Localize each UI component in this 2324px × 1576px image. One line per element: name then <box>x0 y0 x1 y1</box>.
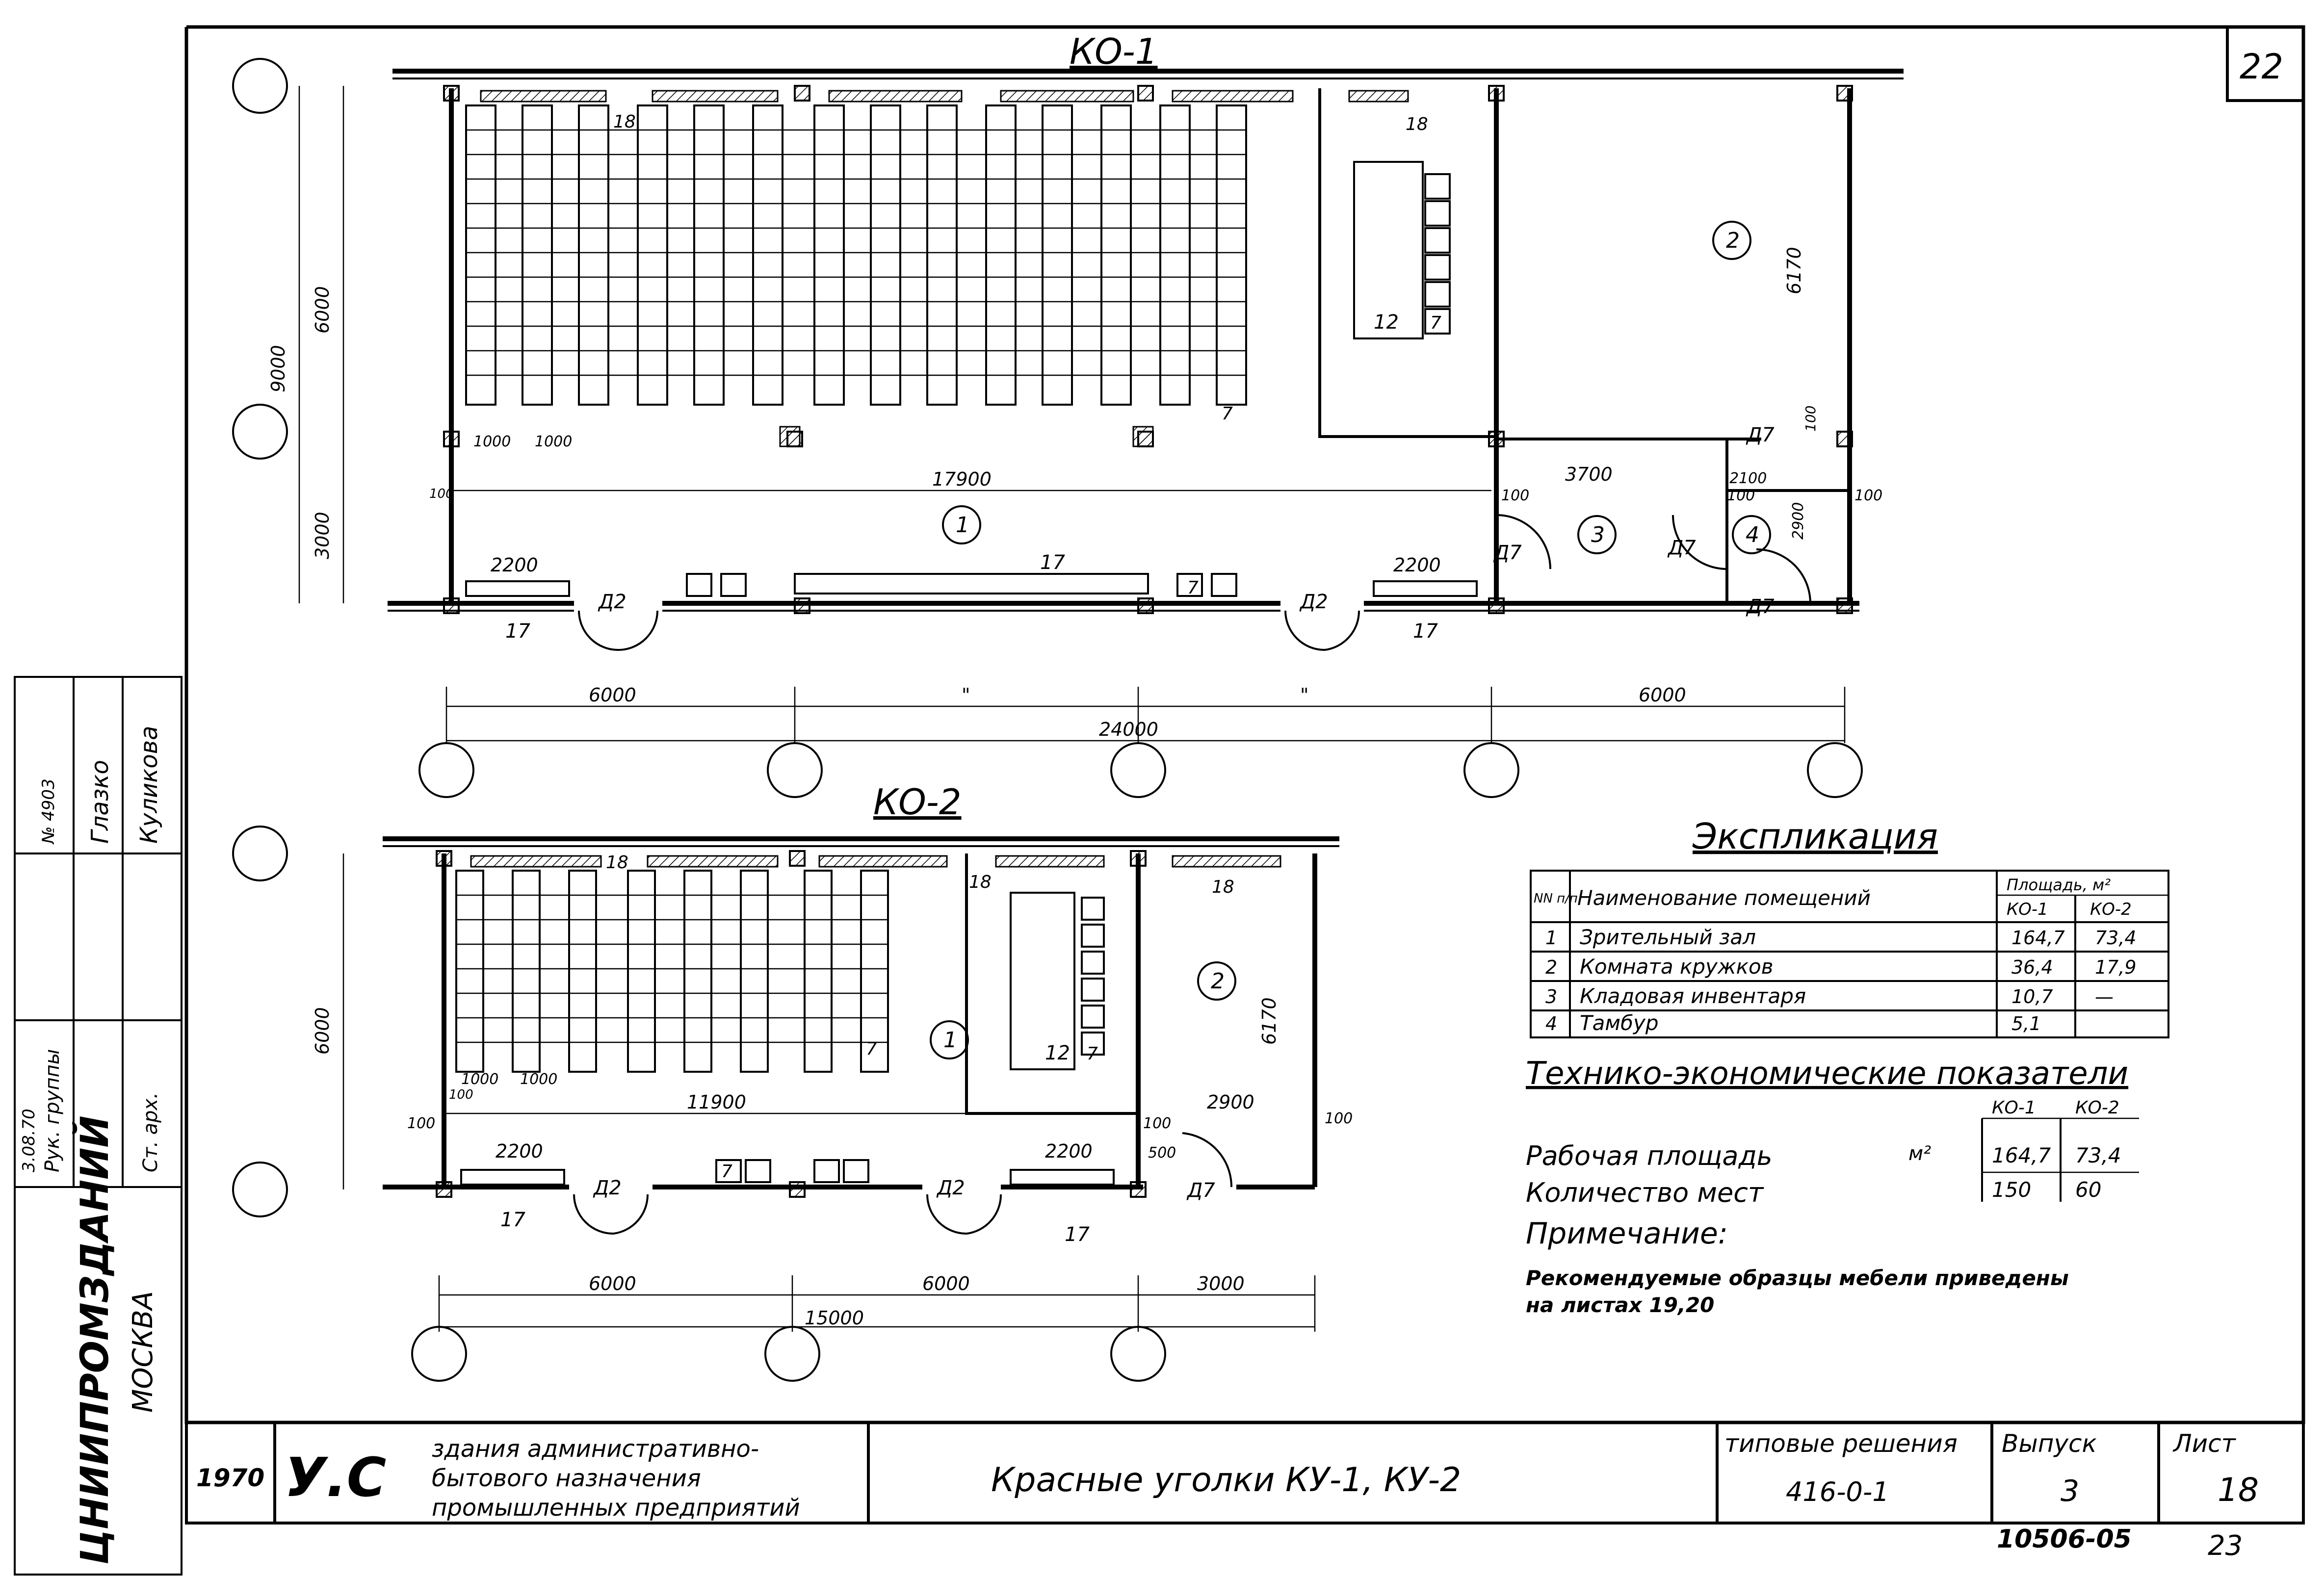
tb-type-label: типовые решения <box>1724 1429 1958 1458</box>
ko1-dim-w100e: 100 <box>1802 405 1819 432</box>
explication-head-name: Наименование помещений <box>1577 886 1871 910</box>
ko1-mark-18b: 18 <box>1406 114 1428 134</box>
side-codes: № 4903 <box>39 778 58 844</box>
ko1-dim-total: 24000 <box>1099 719 1158 740</box>
ko2-dim-w100d: 100 <box>1325 1110 1353 1127</box>
plan-ko1-title: КО-1 <box>1070 31 1158 72</box>
tb-subject-2: бытового назначения <box>432 1465 701 1492</box>
tb-issue-label: Выпуск <box>2002 1429 2097 1458</box>
ko2-dim-bay-a: 6000 <box>589 1273 636 1294</box>
ko1-dim-v-lower: 3000 <box>312 512 333 559</box>
plan-ko2-title: КО-2 <box>873 781 962 823</box>
ko1-dim-win-l: 2200 <box>491 554 538 576</box>
ko2-dim-hall: 11900 <box>687 1091 746 1113</box>
tep-title: Технико-экономические показатели <box>1526 1056 2129 1092</box>
ko2-door-d7: Д7 <box>1187 1179 1215 1202</box>
ko1-mark-7b: 7 <box>1187 578 1199 598</box>
ko1-dim-mark-2: " <box>1300 684 1309 706</box>
ko2-dim-w100b: 100 <box>407 1115 436 1132</box>
ko1-dim-corr: 3700 <box>1565 464 1613 485</box>
tep-row-name: Рабочая площадь <box>1526 1140 1773 1171</box>
ko1-dim-room4-h: 2900 <box>1790 502 1807 540</box>
ko1-door-d7c: Д7 <box>1668 537 1696 559</box>
side-name-1: Глазко <box>86 760 114 844</box>
side-city: МОСКВА <box>127 1291 159 1413</box>
tb-name: Красные уголки КУ-1, КУ-2 <box>991 1461 1462 1499</box>
ko2-dim-win-l: 2200 <box>496 1140 543 1162</box>
ko1-seating <box>466 105 1246 446</box>
ko1-dim-bay-right: 6000 <box>1639 684 1686 706</box>
ko1-mark-7c: 7 <box>1430 313 1441 333</box>
ko2-dim-w100c: 100 <box>1143 1115 1172 1132</box>
plan-ko1 <box>233 31 1904 797</box>
ko1-mark-7a: 7 <box>1222 404 1233 424</box>
tb-issue-value: 3 <box>2061 1474 2080 1508</box>
ko1-room-3: 3 <box>1591 522 1605 547</box>
ko2-mark-12: 12 <box>1045 1042 1070 1064</box>
ko1-room-4: 4 <box>1746 522 1759 547</box>
ko1-dim-v-upper: 6000 <box>312 286 333 334</box>
ko2-door-d2a: Д2 <box>594 1177 622 1199</box>
side-role-2: Ст. арх. <box>139 1092 162 1172</box>
explication-title: Экспликация <box>1693 816 1938 857</box>
ko2-mark-7b: 7 <box>721 1162 732 1182</box>
ko2-dim-bay-c: 3000 <box>1197 1273 1245 1294</box>
ko2-mark-18c: 18 <box>1212 877 1234 897</box>
explication-row-n: 4 <box>1545 1013 1558 1034</box>
note-line-2: на листах 19,20 <box>1526 1293 1715 1317</box>
ko1-door-d2a: Д2 <box>599 591 627 613</box>
ko2-room-1: 1 <box>943 1028 957 1053</box>
ko1-dim-row-a: 1000 <box>473 433 511 450</box>
tb-year: 1970 <box>196 1464 265 1492</box>
tep-head-k1: КО-1 <box>1992 1098 2036 1118</box>
ko2-mark-7a: 7 <box>866 1039 877 1059</box>
ko1-dim-w100c: 100 <box>1727 487 1755 504</box>
ko1-mark-17a: 17 <box>505 620 530 643</box>
explication-row-k1: 164,7 <box>2011 927 2065 949</box>
ko2-mark-17b: 17 <box>1065 1223 1090 1246</box>
explication-table <box>1531 816 2168 1037</box>
ko1-dim-room4-w: 2100 <box>1729 470 1767 487</box>
explication-row-name: Тамбур <box>1580 1011 1659 1035</box>
ko2-dim-row-a: 1000 <box>461 1071 499 1088</box>
tb-subject-3: промышленных предприятий <box>432 1494 800 1522</box>
ko2-mark-7c: 7 <box>1087 1044 1098 1064</box>
tep-row-k1: 150 <box>1992 1178 2032 1202</box>
ko1-mark-18a: 18 <box>613 112 636 132</box>
explication-row-k2: — <box>2095 986 2114 1008</box>
explication-row-n: 3 <box>1545 986 1558 1008</box>
tb-subject-1: здания административно- <box>432 1435 759 1463</box>
tb-sheet-value: 18 <box>2218 1471 2259 1509</box>
side-date: 3.08.70 <box>19 1109 39 1172</box>
ko1-door-d7a: Д7 <box>1747 424 1775 446</box>
ko1-dim-row-b: 1000 <box>535 433 573 450</box>
explication-row-k1: 5,1 <box>2011 1013 2041 1034</box>
ko2-mark-18b: 18 <box>969 872 992 892</box>
tep-row-unit: м² <box>1908 1142 1932 1165</box>
tep-row-name: Количество мест <box>1526 1177 1764 1208</box>
ko1-dim-win-r: 2200 <box>1393 554 1441 576</box>
tb-series-mark: У.С <box>285 1446 387 1509</box>
ko1-dim-bay-left: 6000 <box>589 684 636 706</box>
explication-head-k1: КО-1 <box>2007 900 2048 919</box>
ko1-dim-w100b: 100 <box>1501 487 1530 504</box>
bottom-page: 23 <box>2208 1530 2243 1562</box>
ko2-dim-room2-h: 6170 <box>1258 997 1280 1045</box>
ko2-dim-bay-b: 6000 <box>922 1273 970 1294</box>
explication-row-k1: 36,4 <box>2011 956 2053 978</box>
explication-head-num: NN п/п <box>1534 891 1578 906</box>
plan-ko2 <box>233 781 1353 1381</box>
tep-head-k2: КО-2 <box>2075 1098 2119 1118</box>
explication-row-k1: 10,7 <box>2011 986 2053 1008</box>
ko2-mark-17a: 17 <box>500 1209 525 1231</box>
ko2-mark-18a: 18 <box>606 853 628 873</box>
ko1-mark-17c: 17 <box>1413 620 1438 643</box>
ko1-room-2: 2 <box>1726 228 1740 253</box>
note-block <box>1526 1216 2069 1317</box>
explication-row-name: Комната кружков <box>1580 955 1774 979</box>
explication-head-area: Площадь, м² <box>2007 876 2111 894</box>
note-line-1: Рекомендуемые образцы мебели приведены <box>1526 1266 2069 1290</box>
tep-row-k1: 164,7 <box>1992 1143 2051 1167</box>
ko1-room-1: 1 <box>956 513 969 538</box>
ko1-mark-17b: 17 <box>1040 551 1065 574</box>
explication-head-k2: КО-2 <box>2090 900 2132 919</box>
ko2-dim-w100a: 100 <box>449 1087 473 1102</box>
ko1-mark-12: 12 <box>1374 311 1399 334</box>
tep-row-k2: 60 <box>2075 1178 2102 1202</box>
tb-sheet-label: Лист <box>2173 1429 2236 1458</box>
ko2-dim-row-b: 1000 <box>520 1071 558 1088</box>
side-org: ЦНИИПРОМЗДАНИЙ <box>73 1115 117 1565</box>
ko1-dim-v-total: 9000 <box>267 345 289 392</box>
side-stamp <box>15 677 182 1575</box>
ko1-door-d2b: Д2 <box>1300 591 1328 613</box>
ko2-door-d2b: Д2 <box>937 1177 965 1199</box>
ko1-dim-room2-h: 6170 <box>1783 247 1805 294</box>
axis-bubble <box>233 59 287 113</box>
ko1-dim-w100a: 100 <box>429 487 454 501</box>
tep-block <box>1526 1056 2139 1208</box>
explication-row-name: Зрительный зал <box>1580 925 1756 949</box>
ko2-dim-corr: 2900 <box>1207 1091 1254 1113</box>
explication-row-k2: 73,4 <box>2095 927 2137 949</box>
tep-row-k2: 73,4 <box>2075 1143 2121 1167</box>
ko2-dim-win-r: 2200 <box>1045 1140 1093 1162</box>
tb-type-code: 416-0-1 <box>1786 1476 1889 1507</box>
ko2-room-2: 2 <box>1211 969 1225 994</box>
explication-row-k2: 17,9 <box>2095 956 2137 978</box>
ko1-door-d7b: Д7 <box>1494 542 1522 564</box>
ko2-dim-door500: 500 <box>1148 1144 1176 1162</box>
ko2-seating <box>456 871 888 1072</box>
explication-row-name: Кладовая инвентаря <box>1580 984 1806 1008</box>
corner-sheet-number: 22 <box>2240 47 2284 87</box>
title-block <box>186 1422 2303 1523</box>
ko1-dim-mark-1: " <box>962 684 970 706</box>
note-title: Примечание: <box>1526 1216 1728 1251</box>
ko2-dim-total: 15000 <box>805 1307 864 1329</box>
ko1-dim-w100d: 100 <box>1854 487 1883 504</box>
side-role-1: Рук. группы <box>41 1049 64 1172</box>
side-name-2: Куликова <box>135 725 163 844</box>
explication-row-n: 2 <box>1545 956 1558 978</box>
ko2-dim-v: 6000 <box>312 1007 333 1055</box>
explication-row-n: 1 <box>1545 927 1558 949</box>
bottom-code: 10506-05 <box>1997 1524 2132 1554</box>
ko1-door-d7d: Д7 <box>1747 595 1775 618</box>
ko1-dim-hall: 17900 <box>932 468 992 490</box>
